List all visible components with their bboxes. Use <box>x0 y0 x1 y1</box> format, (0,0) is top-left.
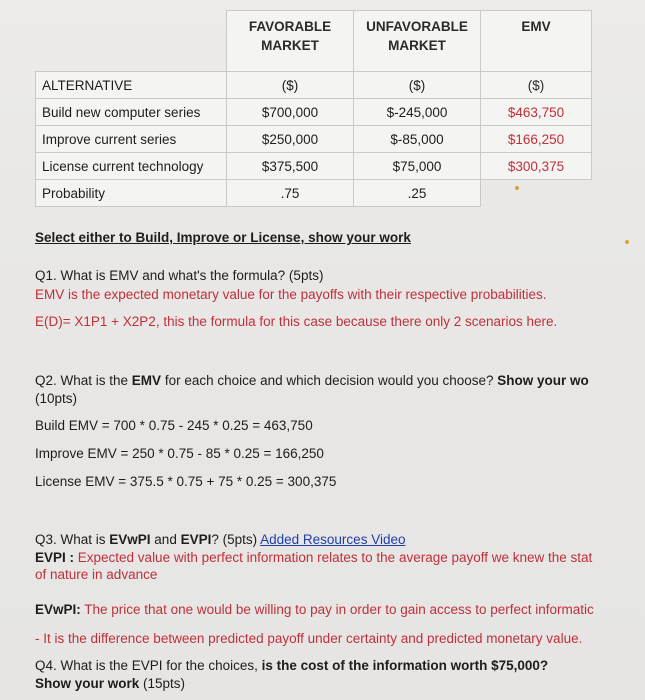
row-label: Probability <box>36 180 227 207</box>
table-row <box>36 99 592 126</box>
table-unit-row <box>36 72 592 99</box>
unfavorable-value: .25 <box>354 180 481 207</box>
emv-value <box>481 180 592 207</box>
table-row <box>36 153 592 180</box>
q3-evpi-line2: of nature in advance <box>35 567 158 582</box>
row-label: Build new computer series <box>36 99 227 126</box>
q3-evpi-line1: EVPI : Expected value with perfect information relates to the average payoff we knew the stat <box>35 550 593 565</box>
q2-improve-emv: Improve EMV = 250 * 0.75 - 85 * 0.25 = 166,250 <box>35 446 324 461</box>
table-corner <box>36 11 227 72</box>
alternative-label: ALTERNATIVE <box>36 72 227 99</box>
table-row <box>36 180 592 207</box>
decorative-dot <box>515 186 519 190</box>
favorable-value: .75 <box>227 180 354 207</box>
row-label: License current technology <box>36 153 227 180</box>
added-resources-video-link[interactable]: Added Resources Video <box>260 532 406 547</box>
q4-question: Q4. What is the EVPI for the choices, is the cost of the information worth $75,000? <box>35 658 549 673</box>
q2-build-emv: Build EMV = 700 * 0.75 - 245 * 0.25 = 463,750 <box>35 418 313 433</box>
q1-question: Q1. What is EMV and what's the formula? (5pts) <box>35 268 324 283</box>
q3-evwpi-line1: EVwPI: The price that one would be willing to pay in order to gain access to perfect informatic <box>35 602 594 617</box>
favorable-value: $375,500 <box>227 153 354 180</box>
emv-table <box>35 10 592 207</box>
unit-favorable: ($) <box>227 72 354 99</box>
header-emv: EMV <box>481 11 592 72</box>
q2-question: Q2. What is the EMV for each choice and which decision would you choose? Show your wo <box>35 373 589 388</box>
row-label: Improve current series <box>36 126 227 153</box>
q2-license-emv: License EMV = 375.5 * 0.75 + 75 * 0.25 = 300,375 <box>35 474 337 489</box>
q1-answer-line2: E(D)= X1P1 + X2P2, this the formula for this case because there only 2 scenarios here. <box>35 314 558 329</box>
q3-question: Q3. What is EVwPI and EVPI? (5pts) Added Resources Video <box>35 532 406 547</box>
emv-value: $300,375 <box>481 153 592 180</box>
favorable-value: $250,000 <box>227 126 354 153</box>
unfavorable-value: $-245,000 <box>354 99 481 126</box>
q2-points: (10pts) <box>35 391 78 406</box>
header-unfavorable-market: UNFAVORABLE MARKET <box>354 11 481 72</box>
q1-answer-line1: EMV is the expected monetary value for the payoffs with their respective probabilities. <box>35 287 547 302</box>
table-row <box>36 126 592 153</box>
header-favorable-market: FAVORABLE MARKET <box>227 11 354 72</box>
emv-value: $463,750 <box>481 99 592 126</box>
decorative-dot <box>625 240 629 244</box>
unfavorable-value: $75,000 <box>354 153 481 180</box>
emv-value: $166,250 <box>481 126 592 153</box>
q4-line2: Show your work (15pts) <box>35 676 186 691</box>
unit-unfavorable: ($) <box>354 72 481 99</box>
unit-emv: ($) <box>481 72 592 99</box>
q3-evwpi-line2: - It is the difference between predicted payoff under certainty and predicted monetary value. <box>35 631 583 646</box>
table-header-row <box>36 11 592 72</box>
favorable-value: $700,000 <box>227 99 354 126</box>
unfavorable-value: $-85,000 <box>354 126 481 153</box>
instruction-heading: Select either to Build, Improve or License, show your work <box>35 230 411 245</box>
